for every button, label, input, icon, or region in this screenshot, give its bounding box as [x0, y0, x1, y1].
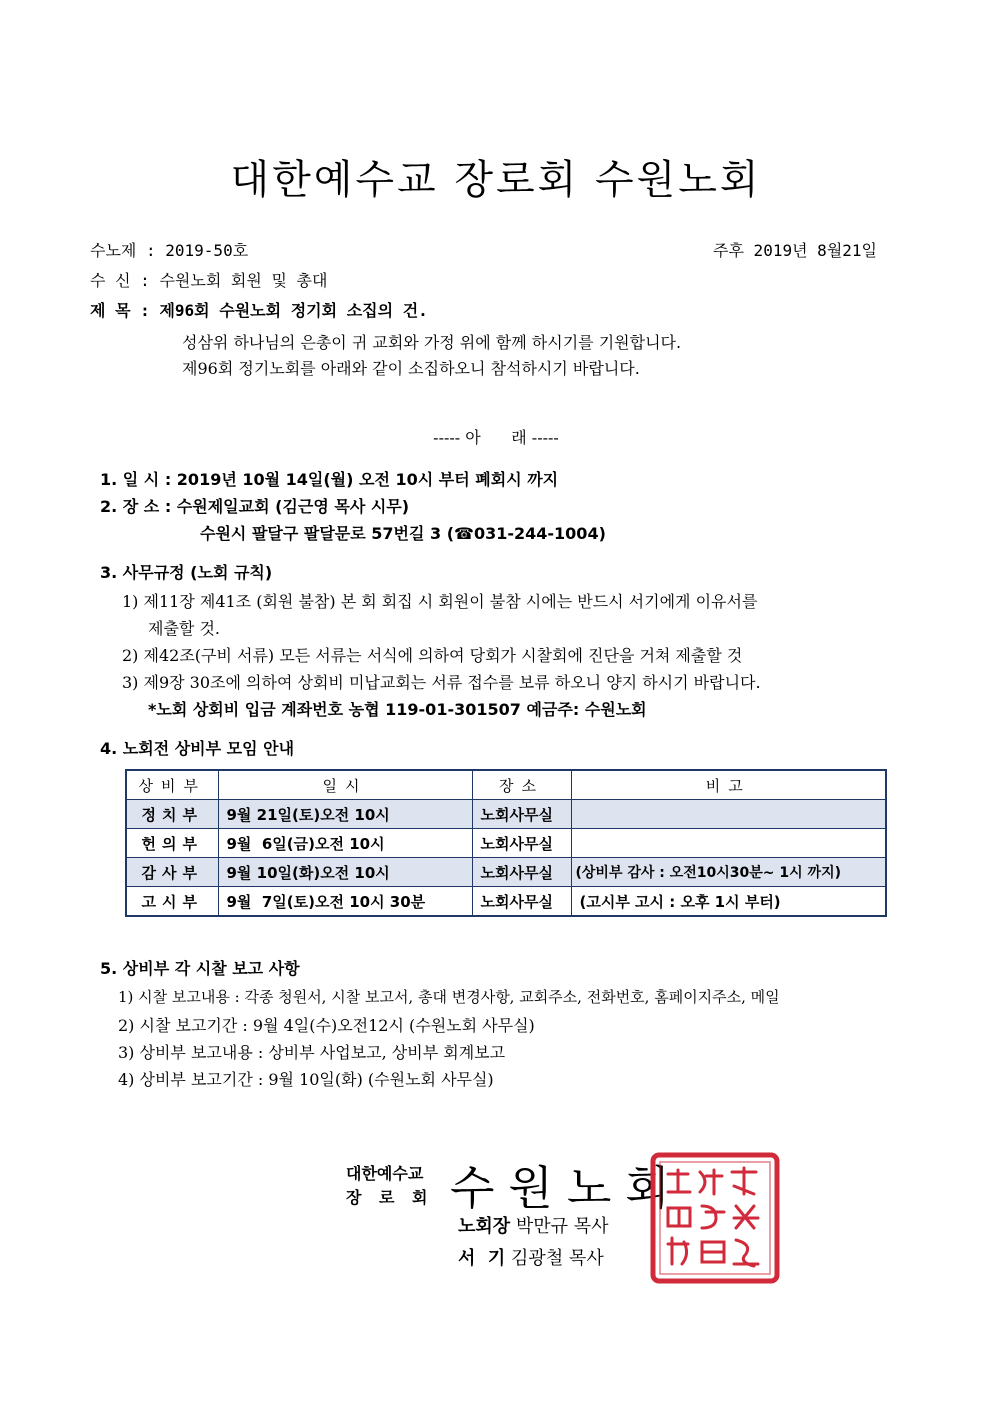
table-cell-note: (고시부 고시 : 오후 1시 부터) [571, 887, 886, 917]
recipient-value: 수원노회 회원 및 총대 [159, 271, 328, 290]
recipient-row [90, 268, 327, 291]
signature-chair-row [458, 1212, 609, 1238]
section-3-title: 3. 사무규정 (노회 규칙) [100, 563, 273, 582]
subject-label: 제 목 : [90, 301, 150, 320]
rule-item-1: 1) 제11장 제41조 (회원 불참) 본 회 회집 시 회원이 불참 시에는 반드시 서기에게 이유서를 [122, 592, 758, 611]
table-cell-place: 노회사무실 [472, 887, 571, 917]
table-header-row [126, 770, 886, 800]
document-title: 대한예수교 장로회 수원노회 [230, 157, 762, 203]
rule-item-1-cont: 제출할 것. [148, 619, 220, 638]
table-cell-place: 노회사무실 [472, 829, 571, 858]
section-5-title: 5. 상비부 각 시찰 보고 사항 [100, 959, 300, 978]
meeting-schedule-table [125, 769, 887, 917]
signature-org-line-2: 장 로 회 [346, 1188, 434, 1207]
subject-value: 제96회 수원노회 정기회 소집의 건. [159, 301, 428, 320]
chair-label: 노회장 [458, 1216, 511, 1237]
table-cell-dept: 고시부 [126, 887, 218, 917]
rule-item-2: 2) 제42조(구비 서류) 모든 서류는 서식에 의하여 당회가 시찰회에 진단을 거쳐 제출할 것 [122, 646, 743, 665]
table-cell-place: 노회사무실 [472, 800, 571, 829]
table-cell-note [571, 800, 886, 829]
table-header-place: 장소 [472, 770, 571, 800]
report-item-2: 2) 시찰 보고기간 : 9월 4일(수)오전12시 (수원노회 사무실) [118, 1016, 535, 1035]
greeting-line-2: 제96회 정기노회를 아래와 같이 소집하오니 참석하시기 바랍니다. [182, 359, 640, 378]
section-4-title: 4. 노회전 상비부 모임 안내 [100, 739, 295, 758]
signature-clerk-row [458, 1244, 604, 1270]
table-row [126, 829, 886, 858]
section-1-date: 1. 일 시 : 2019년 10월 14일(월) 오전 10시 부터 폐회시 까지 [100, 470, 559, 489]
report-item-4: 4) 상비부 보고기간 : 9월 10일(화) (수원노회 사무실) [118, 1070, 494, 1089]
clerk-name: 김광철 목사 [511, 1248, 604, 1269]
table-cell-note [571, 829, 886, 858]
table-cell-place: 노회사무실 [472, 858, 571, 887]
document-number: 수노제 : 2019-50호 [90, 241, 249, 260]
table-cell-dept: 감사부 [126, 858, 218, 887]
chair-name: 박만규 목사 [515, 1216, 609, 1237]
document-date: 주후 2019년 8월21일 [713, 241, 877, 260]
subject-row [90, 298, 428, 321]
table-header-time: 일시 [218, 770, 472, 800]
table-cell-dept: 헌의부 [126, 829, 218, 858]
official-seal-icon [650, 1152, 780, 1284]
table-row [126, 858, 886, 887]
recipient-label: 수 신 : [90, 271, 150, 290]
section-2-address: 수원시 팔달구 팔달문로 57번길 3 (☎031-244-1004) [200, 524, 606, 543]
table-cell-note: (상비부 감사 : 오전10시30분~ 1시 까지) [571, 858, 886, 887]
rule-item-3: 3) 제9장 30조에 의하여 상회비 미납교회는 서류 접수를 보류 하오니 양지 하시기 바랍니다. [122, 673, 761, 692]
divider-heading: ----- 아 래 ----- [433, 428, 559, 447]
greeting-line-1: 성삼위 하나님의 은총이 귀 교회와 가정 위에 함께 하시기를 기원합니다. [182, 333, 682, 352]
table-row [126, 800, 886, 829]
table-row [126, 887, 886, 917]
table-header-note: 비고 [571, 770, 886, 800]
table-cell-time: 9월 6일(금)오전 10시 [218, 829, 472, 858]
report-item-1: 1) 시찰 보고내용 : 각종 청원서, 시찰 보고서, 총대 변경사항, 교회주소, 전화번호, 홈페이지주소, 메일 [118, 988, 780, 1006]
signature-org-line-1: 대한예수교 [346, 1164, 424, 1183]
section-2-place: 2. 장 소 : 수원제일교회 (김근영 목사 시무) [100, 497, 410, 516]
signature-presbytery-name: 수원노회 [450, 1161, 684, 1215]
table-cell-time: 9월 7일(토)오전 10시 30분 [218, 887, 472, 917]
table-header-dept: 상비부 [126, 770, 218, 800]
table-cell-time: 9월 21일(토)오전 10시 [218, 800, 472, 829]
table-cell-dept: 정치부 [126, 800, 218, 829]
account-notice: *노회 상회비 입금 계좌번호 농협 119-01-301507 예금주: 수원노회 [148, 700, 647, 719]
clerk-label: 서 기 [458, 1248, 506, 1269]
report-item-3: 3) 상비부 보고내용 : 상비부 사업보고, 상비부 회계보고 [118, 1043, 506, 1062]
table-cell-time: 9월 10일(화)오전 10시 [218, 858, 472, 887]
